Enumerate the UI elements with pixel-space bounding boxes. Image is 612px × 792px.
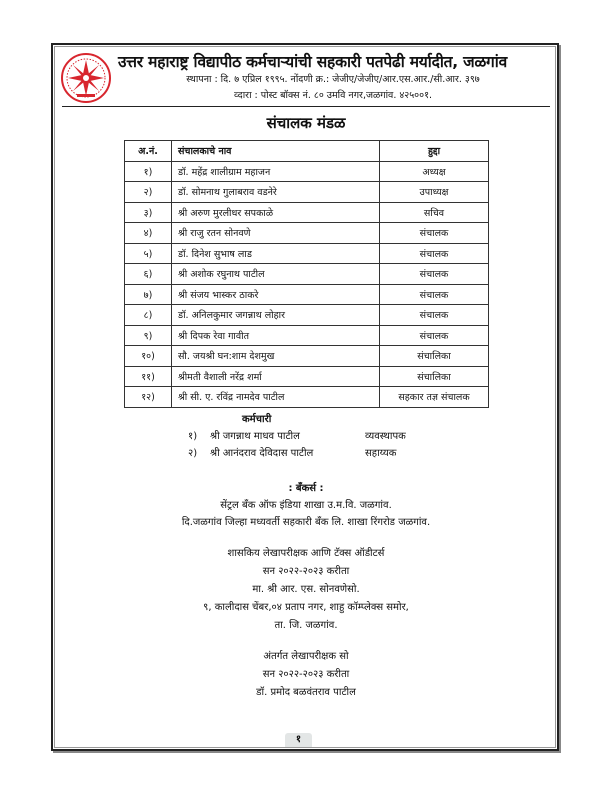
table-row xyxy=(125,305,489,326)
establishment-info: स्थापना : दि. ७ एप्रिल १९९५. नोंदणी क्र.: जेजीए/जेजीए/आर.एस.आर./सी.आर. ३९७ xyxy=(186,74,480,85)
internal-auditor-line: डॉ. प्रमोद बळवंतराव पाटील xyxy=(256,687,356,698)
internal-auditor-line: अंतर्गत लेखापरीक्षक सो xyxy=(263,651,349,662)
row-number: ४) xyxy=(125,223,172,244)
row-number: ८) xyxy=(125,305,172,326)
row-post: अध्यक्ष xyxy=(380,161,489,182)
table-row xyxy=(125,325,489,346)
table-row xyxy=(125,182,489,203)
staff-name: श्री आनंदराव देविदास पाटील xyxy=(210,448,314,459)
row-post: संचालक xyxy=(380,264,489,285)
society-emblem-icon xyxy=(60,52,112,104)
row-number: ११) xyxy=(125,366,172,387)
row-post: संचालक xyxy=(380,325,489,346)
row-name: श्री अशोक रघुनाथ पाटील xyxy=(172,264,380,285)
society-title: उत्तर महाराष्ट्र विद्यापीठ कर्मचाऱ्यांची सहकारी पतपेढी मर्यादीत, जळगांव xyxy=(118,53,508,71)
row-number: १) xyxy=(125,161,172,182)
auditor-line: ९, कालीदास चेंबर,०४ प्रताप नगर, शाहु कॉम्प्लेक्स समोर, xyxy=(203,602,409,613)
page-number: १ xyxy=(285,733,312,747)
row-post: उपाध्यक्ष xyxy=(380,182,489,203)
col-header-number: अ.नं. xyxy=(125,141,172,162)
board-table xyxy=(124,140,489,408)
row-name: श्रीमती वैशाली नरेंद्र शर्मा xyxy=(172,366,380,387)
staff-item xyxy=(188,445,396,459)
row-post: सचिव xyxy=(380,202,489,223)
row-post: संचालिका xyxy=(380,346,489,367)
table-row xyxy=(125,346,489,367)
row-name: डॉ. महेंद्र शालीग्राम महाजन xyxy=(172,161,380,182)
row-number: ६) xyxy=(125,264,172,285)
row-number: ७) xyxy=(125,284,172,305)
table-row xyxy=(125,161,489,182)
table-row xyxy=(125,284,489,305)
row-name: श्री अरुण मुरलीधर सपकाळे xyxy=(172,202,380,223)
table-header-row xyxy=(125,141,489,162)
row-number: २) xyxy=(125,182,172,203)
row-post: संचालक xyxy=(380,223,489,244)
row-number: ९) xyxy=(125,325,172,346)
col-header-name: संचालकाचे नाव xyxy=(172,141,380,162)
row-number: ३) xyxy=(125,202,172,223)
header-divider xyxy=(62,106,550,107)
row-number: ५) xyxy=(125,243,172,264)
row-name: डॉ. दिनेश सुभाष लाड xyxy=(172,243,380,264)
row-name: श्री सी. ए. रविंद्र नामदेव पाटील xyxy=(172,387,380,408)
row-post: संचालक xyxy=(380,305,489,326)
auditor-line: मा. श्री आर. एस. सोनवणेसो. xyxy=(252,584,360,595)
internal-auditor-line: सन २०२२-२०२३ करीता xyxy=(262,669,350,680)
row-post: संचालक xyxy=(380,284,489,305)
row-post: संचालक xyxy=(380,243,489,264)
row-post: सहकार तज्ञ संचालक xyxy=(380,387,489,408)
staff-name: श्री जगन्नाथ माधव पाटील xyxy=(210,431,300,442)
staff-post: सहाय्यक xyxy=(365,448,397,459)
board-title: संचालक मंडळ xyxy=(266,114,346,132)
postal-address: व्दारा : पोस्ट बॉक्स नं. ८० उमवि नगर,जळगांव. ४२५००१. xyxy=(233,90,433,101)
table-row xyxy=(125,264,489,285)
auditor-line: सन २०२२-२०२३ करीता xyxy=(262,566,350,577)
staff-item xyxy=(188,428,406,442)
row-name: डॉ. सोमनाथ गुलाबराव वडनेरे xyxy=(172,182,380,203)
col-header-post: हुद्दा xyxy=(380,141,489,162)
table-row xyxy=(125,387,489,408)
row-name: डॉ. अनिलकुमार जगन्नाथ लोहार xyxy=(172,305,380,326)
banker-line: दि.जळगांव जिल्हा मध्यवर्ती सहकारी बँक लि. शाखा रिंगरोड जळगांव. xyxy=(181,517,431,528)
table-row xyxy=(125,202,489,223)
row-name: श्री राजु रतन सोनवणे xyxy=(172,223,380,244)
table-row xyxy=(125,243,489,264)
auditor-line: शासकिय लेखापरीक्षक आणि टॅक्स ऑडीटर्स xyxy=(227,548,385,559)
bankers-title: : बँकर्स : xyxy=(288,483,324,494)
row-number: १२) xyxy=(125,387,172,408)
staff-title: कर्मचारी xyxy=(242,414,272,425)
auditor-line: ता. जि. जळगांव. xyxy=(274,620,338,631)
row-number: १०) xyxy=(125,346,172,367)
row-name: सौ. जयश्री घन:शाम देशमुख xyxy=(172,346,380,367)
staff-post: व्यवस्थापक xyxy=(365,431,406,442)
table-row xyxy=(125,366,489,387)
banker-line: सेंट्रल बँक ऑफ इंडिया शाखा उ.म.वि. जळगांव. xyxy=(220,500,392,511)
row-name: श्री दिपक रेवा गावीत xyxy=(172,325,380,346)
row-name: श्री संजय भास्कर ठाकरे xyxy=(172,284,380,305)
table-row xyxy=(125,223,489,244)
row-post: संचालिका xyxy=(380,366,489,387)
staff-number: २) xyxy=(188,448,198,459)
staff-number: १) xyxy=(188,431,198,442)
